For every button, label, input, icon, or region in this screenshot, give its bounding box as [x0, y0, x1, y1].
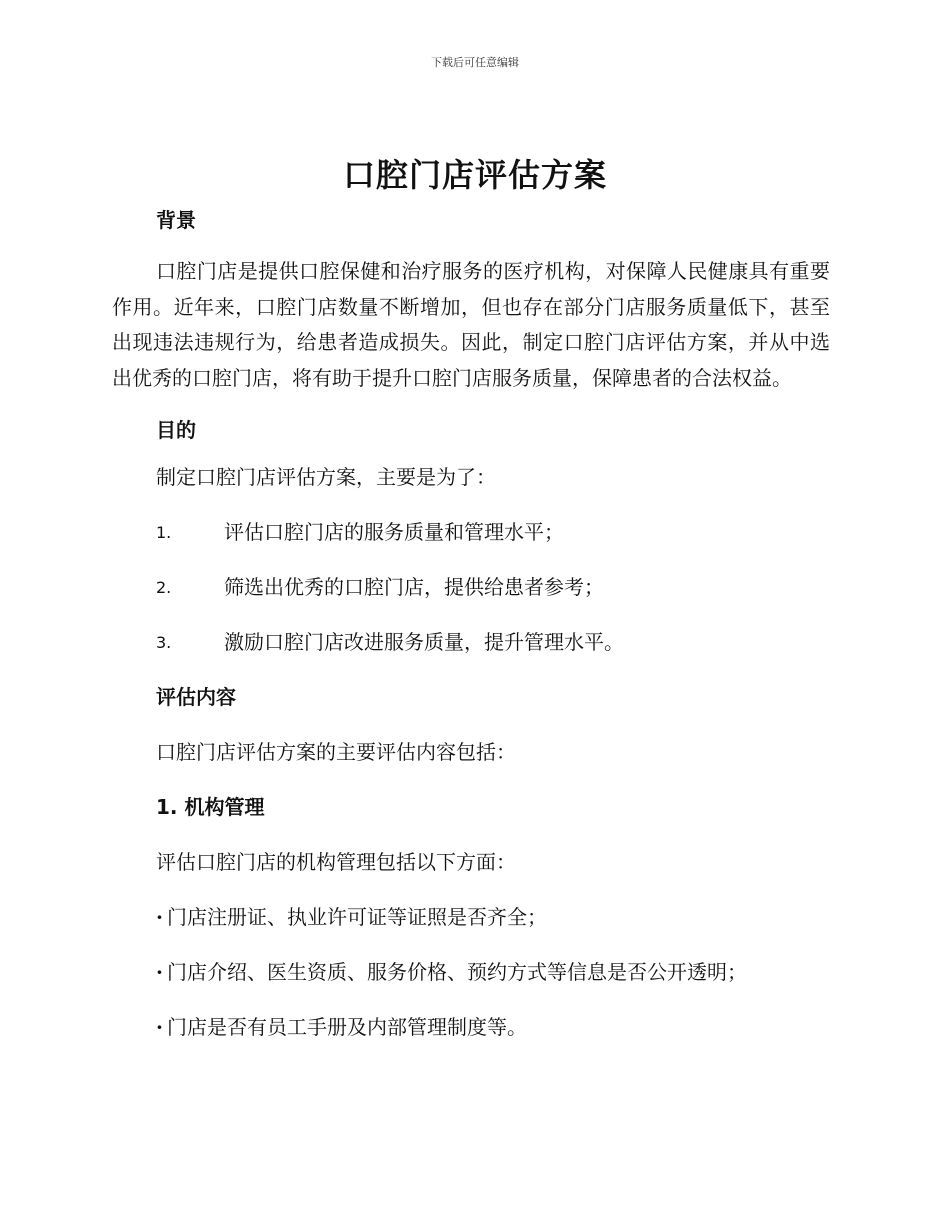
bullet-dot-icon: ·	[156, 905, 163, 929]
list-item	[112, 560, 830, 615]
bullet-item-text: 门店介绍、医生资质、服务价格、预约方式等信息是否公开透明；	[166, 960, 747, 984]
page-header: 下载后可任意编辑	[431, 56, 519, 69]
background-paragraph: 口腔门店是提供口腔保健和治疗服务的医疗机构，对保障人民健康具有重要作用。近年来，口腔门店数量不断增加，但也存在部分门店服务质量低下，甚至出现违法违规行为，给患者造成损失。因此，制定口腔门店评估方案，并从中选出优秀的口腔门店，将有助于提升口腔门店服务质量，保障患者的合法权益。	[112, 259, 830, 390]
list-item-number: 3.	[156, 633, 172, 652]
content-intro: 口腔门店评估方案的主要评估内容包括：	[156, 740, 516, 764]
document-body	[112, 200, 830, 1055]
list-item-text: 评估口腔门店的服务质量和管理水平；	[224, 520, 564, 544]
bullet-item-text: 门店是否有员工手册及内部管理制度等。	[166, 1015, 527, 1039]
bullet-item-text: 门店注册证、执业许可证等证照是否齐全；	[166, 905, 547, 929]
bullet-item	[112, 945, 830, 1000]
section-heading-background: 背景	[156, 208, 196, 232]
list-item	[112, 615, 830, 670]
document-title: 口腔门店评估方案	[342, 156, 607, 194]
bullet-dot-icon: ·	[156, 1015, 163, 1039]
list-item	[112, 505, 830, 560]
bullet-item	[112, 1000, 830, 1055]
section-heading-content: 评估内容	[156, 685, 236, 709]
list-item-text: 筛选出优秀的口腔门店，提供给患者参考；	[224, 575, 604, 599]
section-heading-purpose: 目的	[156, 418, 196, 442]
subsection-heading-org-management: 1. 机构管理	[156, 795, 265, 819]
background-paragraph-block	[112, 254, 830, 396]
org-management-intro: 评估口腔门店的机构管理包括以下方面：	[156, 850, 516, 874]
list-item-text: 激励口腔门店改进服务质量，提升管理水平。	[224, 630, 624, 654]
list-item-number: 2.	[156, 578, 172, 597]
bullet-item	[112, 890, 830, 945]
bullet-dot-icon: ·	[156, 960, 163, 984]
purpose-intro: 制定口腔门店评估方案，主要是为了：	[156, 465, 496, 489]
list-item-number: 1.	[156, 523, 172, 542]
